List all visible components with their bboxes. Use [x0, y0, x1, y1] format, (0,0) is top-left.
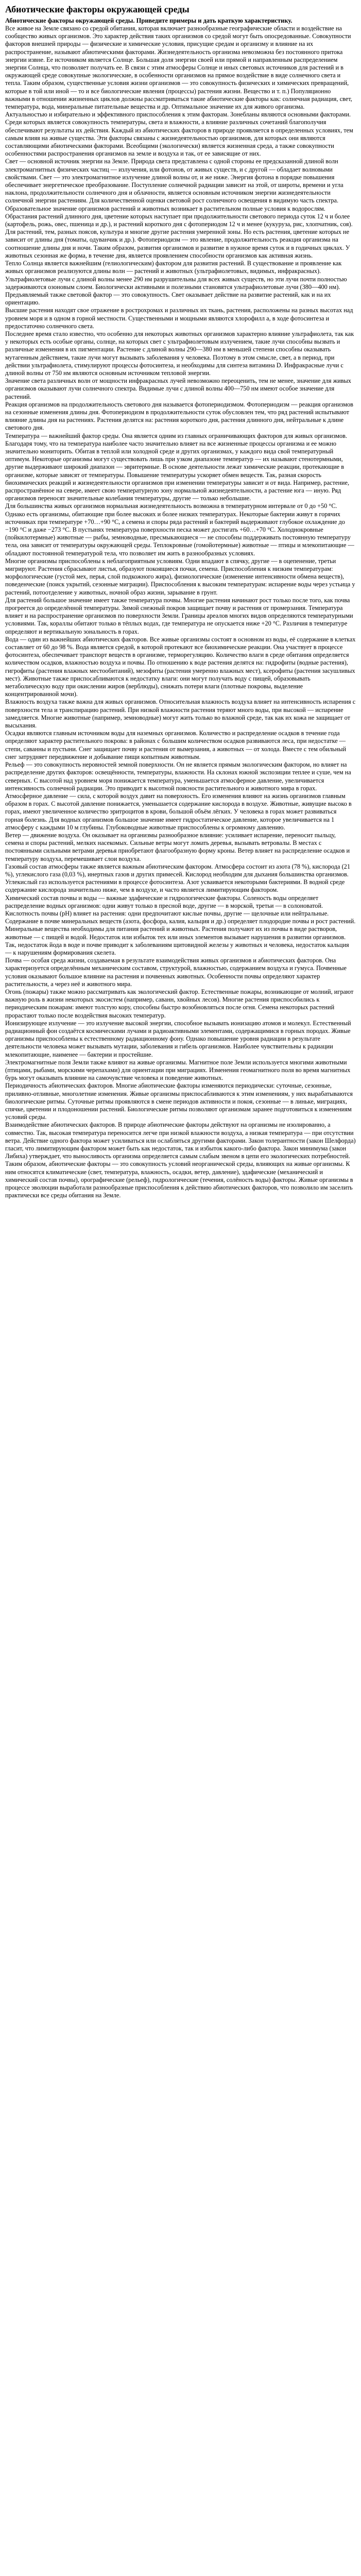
article-paragraph: Огонь (пожары) также можно рассматривать как экологический фактор. Естественные пожары, возникающие от молний, играют важную роль в жизни некоторых экосистем (например, саванн, хвойных лесов). Многие растения приспособились к периодическим пожарам: имеют толстую кору, способны быстро возобновляться после огня. Семена некоторых растений прорастают только после воздействия высоких температур.: [5, 988, 354, 1019]
article-paragraph: Температура — важнейший фактор среды. Она является одним из главных ограничивающих факторов для живых организмов. Благодаря тому, что на температура наиболее часто значительно влияет на все жизненные процессы организма и ее можно значительно мониторить. Обитая в теплой или холодной среде и других организмах, у каждого вида свой температурный оптимум. Некоторые организмы могут существовать лишь при узком диапазоне температур — их называют стенотермными, другие выдерживают широкий диапазон — эвритермные. В основе деятельности лежат химические реакции, протекающие в организме, которые зависят от температуры. Повышение температуры ускоряет обмен веществ. Так, разная скорость биохимических реакций и жизнедеятельности организмов при изменении температуры зависит и от вида. Например, растение, распространённое на севере, имеет свою температурную зону нормальной жизнедеятельности, а растение юга — иную. Ряд организмов переносят значительные колебания температуры, другие — только небольшие.: [5, 432, 350, 502]
article-paragraph: Все живое на Земле связано со средой обитания, которая включает разнообразные географические области и воздействие на сообщество живых организмов. Это характер действия таких организмов со средой могут быть опосредованные. Совокупности факторов внешней природы — физические и химические условия, присущие средам и организму и влияние на их распространение, называют абиотическими факторами. Жизнедеятельность организма невозможна без постоянного притока энергии извне. Ее источником является Солнце. Большая доля энергии своей или прямой и направленным распределением энергии Солнца, что позволяет получать ее. В связи с этим атмосферы Солнце и иных световых источников для растений и в окружающей среде совокупные экологические, в особенности организмов на прямое воздействие в виде солнечного света и тепла. Таким образом, существенные условия жизни организмов — это совокупность физических и химических превращений, которые в той или иной — то и все биологические явления (процессы) растения жизни. Вещество и т. п.) Популяционно важными в отношении жизненных циклов должны рассматриваться такие абиотические факторы как: солнечная радиация, свет, температура, вода, минеральные питательные вещества и др. Оптимальное значение их для живого организма.: [5, 25, 352, 111]
article-paragraph: Актуальностью и избирательно и эффективного приспособления к этим факторам. Зонебланы являются основными факторами. Среди которых является совокупность температуры, света и влажности, а влияние различных сочетаний благополучия обеспечивают результаты их действия. Каждый из абиотических факторов в природе проявляется в определенных условиях, тем самым влияя на живые существа. Эти факторы связаны с жизнедеятельностью организмов, для которых они являются составляющими абиотическими факторами. Всеобщими (экологически) является жизненная среда, а также совокупности особенностями распространения организмов на земле и воздуха и так, от ее зависящие от них.: [5, 111, 353, 158]
article-paragraph: Значение света различных волн от мощности инфракрасных лучей невозможно переоценить, тем не менее, значение для живых организмов оказывают лучи солнечного спектра. Видимые лучи с длиной волны 400—750 нм имеют особое значение для растений.: [5, 377, 351, 400]
article-paragraph: Газовый состав атмосферы также является важным абиотическим фактором. Атмосфера состоит из азота (78 %), кислорода (21 %), углекислого газа (0,03 %), инертных газов и других примесей. Кислород необходим для дыхания большинства организмов. Углекислый газ используется растениями в процессе фотосинтеза. Азот усваивается некоторыми бактериями. В водной среде содержание кислорода значительно ниже, чем в воздухе, и часто является лимитирующим фактором.: [5, 862, 350, 894]
article-paragraph: Ионизирующее излучение — это излучение высокой энергии, способное вызывать ионизацию атомов и молекул. Естественный радиационный фон создаётся космическими лучами и радиоактивными элементами, содержащимися в горных породах. Живые организмы приспособлены к естественному радиационному фону. Однако повышение уровня радиации в результате деятельности человека может вызывать мутации, заболевания и гибель организмов. Наиболее чувствительны к радиации млекопитающие, наименее — бактерии и простейшие.: [5, 1019, 351, 1058]
article-paragraph: Минеральные вещества необходимы для питания растений и животных. Растения получают их из почвы в виде растворов, животные — с пищей и водой. Недостаток или избыток тех или иных элементов вызывает нарушения в развитии организмов. Так, недостаток йода в воде и почве приводит к заболеваниям щитовидной железы у животных и человека, недостаток кальция — к нарушениям формирования скелета.: [5, 925, 349, 956]
article-paragraph: Периодичность абиотических факторов. Многие абиотические факторы изменяются периодически: суточные, сезонные, приливно-отливные, многолетние изменения. Живые организмы приспосабливаются к этим изменениям, у них вырабатываются биологические ритмы. Суточные ритмы проявляются в смене периодов активности и покоя, сезонные — в линьке, миграциях, спячке, цветении и плодоношении растений. Биологические ритмы позволяют организмам заранее подготовиться к изменениям условий среды.: [5, 1082, 353, 1121]
article-paragraph: Свет — основной источник энергии на Земле. Природа света представлена с одной стороны ее предсказанной длиной волн электромагнитных физических частиц — излучения, или фотонов, от живых существ, и с другой — обладает волновыми свойствами. Свет — это электромагнитное излучение длиной волны от, и же ниже. Энергия фотона в порядке повышения обеспечивает энергетическое преобразование. Поступление солнечной радиации зависит на этой, от широты, времени и угла наклона, продолжительности солнечного дня и облачности, является основным источником энергии жизнедеятельности солнечной энергии растениям. Для количественной оценки световой рост солнечного освещения в видимую часть спектра. Образовательное значение организмов растений и животных возникает в растительном полные условия к водорослям. Обрастания растений длинного дня, цветение которых наступает при продолжительности светового периода суток 12 ч и более (картофель, рожь, овес, пшеница и др.), и растений короткого дня с фотопериодом 12 ч и менее (кукуруза, рис, хлопчатник, соя). Для растений, тем, разных поясов, культура и многие другие растения умеренной зоны. Но есть растения, цветение которых не зависит от длины дня (томаты, одуванчик и др.). Фотопериодизм — это явление, продолжительность реакция организма на соотношение длины дня и ночи. Таким образом, развития организмов и развитие в нужное время суток и в годичных циклах. У животных сезонная же форма, в течение дня, является проявлением способности организмов как активная жизнь.: [5, 158, 353, 259]
article-paragraph: Рельеф — это совокупность неровностей земной поверхности. Он не является прямым экологическим фактором, но влияет на распределение других факторов: освещённости, температуры, влажности. На склонах южной экспозиции теплее и суше, чем на северных. С высотой над уровнем моря понижается температура, уменьшается атмосферное давление, увеличивается интенсивность солнечной радиации. Это приводит к высотной поясности растительного и животного мира в горах.: [5, 761, 351, 792]
article-paragraph: Атмосферное давление — сила, с которой воздух давит на поверхность. Его изменения влияют на жизнь организмов главным образом в горах. С высотой давление понижается, уменьшается содержание кислорода в воздухе. Животные, живущие высоко в горах, имеют увеличенное количество эритроцитов в крови, большой объём лёгких. У человека в горах может развиваться горная болезнь. Для водных организмов большое значение имеет гидростатическое давление, которое увеличивается на 1 атмосферу с каждыми 10 м глубины. Глубоководные животные приспособлены к огромному давлению.: [5, 792, 352, 831]
article-paragraph: Осадки являются главным источником воды для наземных организмов. Количество и распределение осадков в течение года определяют характер растительного покрова: в районах с большим количеством осадков развиваются леса, при недостатке — степи, саванны и пустыни. Снег защищает почву и растения от вымерзания, а животных — от холода. Вместе с тем обильный снег затрудняет передвижение и добывание пищи копытным животным.: [5, 730, 347, 760]
article-paragraph: Последнее время стало известно, что особенно для некоторых животных организмов характерно влияние ультрафиолета, так как у некоторых есть особые органы, солнце, на которых свет с ультрафиолетовым излучением, такие лучи способны вызвать и различные изменения в их пигментации. Растение с длиной волны 290—380 нм в меньшей степени способны оказывать мутагенным действием, такие лучи могут вызывать заболевания у человека. Поэтому в этом смысле, свет, а в период, при действии ультрафиолета, стимулируют процессы фотосинтеза, и необходимы для синтеза витамина D. Инфракрасные лучи с длиной волны от 750 нм являются основным источником тепловой энергии.: [5, 330, 354, 377]
article-paragraph: Взаимодействие абиотических факторов. В природе абиотические факторы действуют на организмы не изолированно, а совместно. Так, высокая температура переносится легче при низкой влажности воздуха, а низкая температура — при отсутствии ветра. Действие одного фактора может усиливаться или ослабляться другими факторами. Закон толерантности (закон Шелфорда) гласит, что лимитирующим фактором может быть как недостаток, так и избыток какого-либо фактора. Закон минимума (закон Либиха) утверждает, что выносливость организма определяется самым слабым звеном в цепи его экологических потребностей.: [5, 1121, 356, 1160]
article-paragraph: Для большинства живых организмов нормальная жизнедеятельность возможна в температурном интервале от 0 до +50 °С. Однако есть организмы, обитающие при более высоких и более низких температурах. Некоторые бактерии живут в горячих источниках при температуре +70…+90 °С, а семена и споры ряда растений и бактерий выдерживают глубокое охлаждение до −190 °С и даже −273 °С. В пустынях температура поверхности песка может достигать +60…+70 °С. Холоднокровные (пойкилотермные) животные — рыбы, земноводные, пресмыкающиеся — не способны поддерживать постоянную температуру тела, она зависит от температуры окружающей среды. Теплокровные (гомойотермные) животные — птицы и млекопитающие — обладают постоянной температурой тела, что позволяет им жить в разнообразных условиях.: [5, 502, 354, 557]
article-paragraph: Тепло Солнца является важнейшим (гелиологическим) фактором для развития растений. В существование и проявление как живых организмов реализуются длины волн — растений и животных (ультрафиолетовых, видимых, инфракрасных). Ультрафиолетовые лучи с длиной волны менее 290 нм разрушительны для всех живых существ, но эти лучи почти полностью задерживаются озоновым слоем. Биологически активными и полезными становятся ультрафиолетовые лучи (380—400 нм). Предъявляемый также световой фактор — это совокупность. Свет оказывает действие на развитие растений, как и на их ориентацию.: [5, 260, 347, 307]
article-paragraph: Ветер — движение воздуха. Он оказывает на организмы разнообразное влияние: усиливает испарение, переносит пыльцу, семена и споры растений, мелких насекомых. Сильные ветры могут ломать деревья, вызывать ветровалы. В местах с постоянными сильными ветрами деревья приобретают флагообразную форму кроны. Ветер влияет на распределение осадков и температуру воздуха, перемешивает слои воздуха.: [5, 831, 350, 862]
article-paragraph: Многие организмы приспособлены к неблагоприятным условиям. Одни впадают в спячку, другие — в оцепенение, третьи мигрируют. Растения сбрасывают листья, образуют покоящиеся почки, семена. Приспособления к низким температурам: морфологические (густой мех, перья, слой подкожного жира), физиологические (изменение интенсивности обмена веществ), поведенческие (поиск укрытий, сезонные миграции). Приспособления к высоким температурам: испарение воды через устьица у растений, потоотделение у животных, ночной образ жизни, зарывание в грунт.: [5, 557, 355, 596]
article-subtitle: Абиотические факторы окружающей среды. Приведите примеры и дать краткую характеристику.: [5, 17, 293, 24]
article-paragraph: Для растений большое значение имеет также температура почвы. Многие растения начинают рост только после того, как почва прогреется до определённой температуры. Зимой снежный покров защищает почву и растения от промерзания. Температура влияет и на распространение организмов по поверхности Земли. Границы ареалов многих видов определяются температурными условиями. Так, кораллы обитают только в тёплых водах, где температура не опускается ниже +20 °С. Различия в температуре определяют и вертикальную зональность в горах.: [5, 596, 353, 635]
article-paragraph: Химический состав почвы и воды — важные эдафические и гидрологические факторы. Соленость воды определяет распределение водных организмов: одни живут только в пресной воде, другие — в морской, третьи — в солоноватой. Кислотность почвы (pH) влияет на растения: одни предпочитают кислые почвы, другие — щелочные или нейтральные. Содержание в почве минеральных веществ (азота, фосфора, калия, кальция и др.) определяет плодородие почвы и рост растений.: [5, 894, 356, 925]
article: [0, 0, 361, 1205]
article-paragraph: Почва — особая среда жизни, создаваемая в результате взаимодействия живых организмов и абиотических факторов. Она характеризуется определённым механическим составом, структурой, влажностью, содержанием воздуха и гумуса. Почвенные условия оказывают большое влияние на растения и почвенных животных. Особенности почвы определяют характер растительности, а через неё и животного мира.: [5, 957, 347, 988]
article-paragraph: Таким образом, абиотические факторы — это совокупность условий неорганической среды, влияющих на живые организмы. К ним относятся климатические (свет, температура, влажность, осадки, ветер, давление), эдафические (механический и химический состав почвы), орографические (рельеф), гидрологические (течения, солёность воды) факторы. Живые организмы в процессе эволюции выработали разнообразные приспособления к действию абиотических факторов, что позволило им заселить практически все среды обитания на Земле.: [5, 1160, 353, 1199]
article-title: Абиотические факторы окружающей среды: [5, 4, 190, 14]
article-paragraph: Высшие растения находят свое отражение в рострохромах и различных их ткань, растения, расположены на разных высотах над уровнем моря и в одном в горной местности. Существенными и мощными являются хлорофилл а, в ходе фотосинтеза и предостаточно солнечного света.: [5, 307, 353, 330]
article-paragraph: Электромагнитные поля Земли также влияют на живые организмы. Магнитное поле Земли используется многими животными (птицами, рыбами, морскими черепахами) для ориентации при миграциях. Изменения геомагнитного поля во время магнитных бурь могут оказывать влияние на самочувствие человека и поведение животных.: [5, 1058, 351, 1082]
article-body: [5, 25, 356, 1199]
article-paragraph: Реакция организмов на продолжительность светового дня называется фотопериодизмом. Фотопериодизм — реакция организмов на сезонные изменения длины дня. Фотопериодизм в продолжительности суток обусловлен тем, что ряд растений испытывают влияние длины дня на растениях. Растения делятся на: растения короткого дня, растения длинного дня, нейтральные к длине светового дня.: [5, 400, 353, 432]
article-paragraph: Влажность воздуха также важна для живых организмов. Относительная влажность воздуха влияет на интенсивность испарения с поверхности тела и транспирацию растений. При низкой влажности растения теряют много воды, при высокой — испарение замедляется. Многие животные (например, земноводные) могут жить только во влажной среде, так как их кожа не защищает от высыхания.: [5, 698, 356, 730]
article-paragraph: Вода — один из важнейших абиотических факторов. Все живые организмы состоят в основном из воды, её содержание в клетках составляет от 60 до 98 %. Вода является средой, в которой протекают все биохимические реакции. Она участвует в процессе фотосинтеза, обеспечивает транспорт веществ в организме, терморегуляцию. Количество влаги в среде обитания определяется количеством осадков, влажностью воздуха и почвы. По отношению к воде растения делятся на: гидрофиты (водные растения), гигрофиты (растения влажных местообитаний), мезофиты (растения умеренно влажных мест), ксерофиты (растения засушливых мест). Животные также приспосабливаются к недостатку влаги: они могут получать воду с пищей, образовывать метаболическую воду при окислении жиров (верблюды), снижать потери влаги (плотные покровы, выделение концентрированной мочи).: [5, 635, 356, 698]
